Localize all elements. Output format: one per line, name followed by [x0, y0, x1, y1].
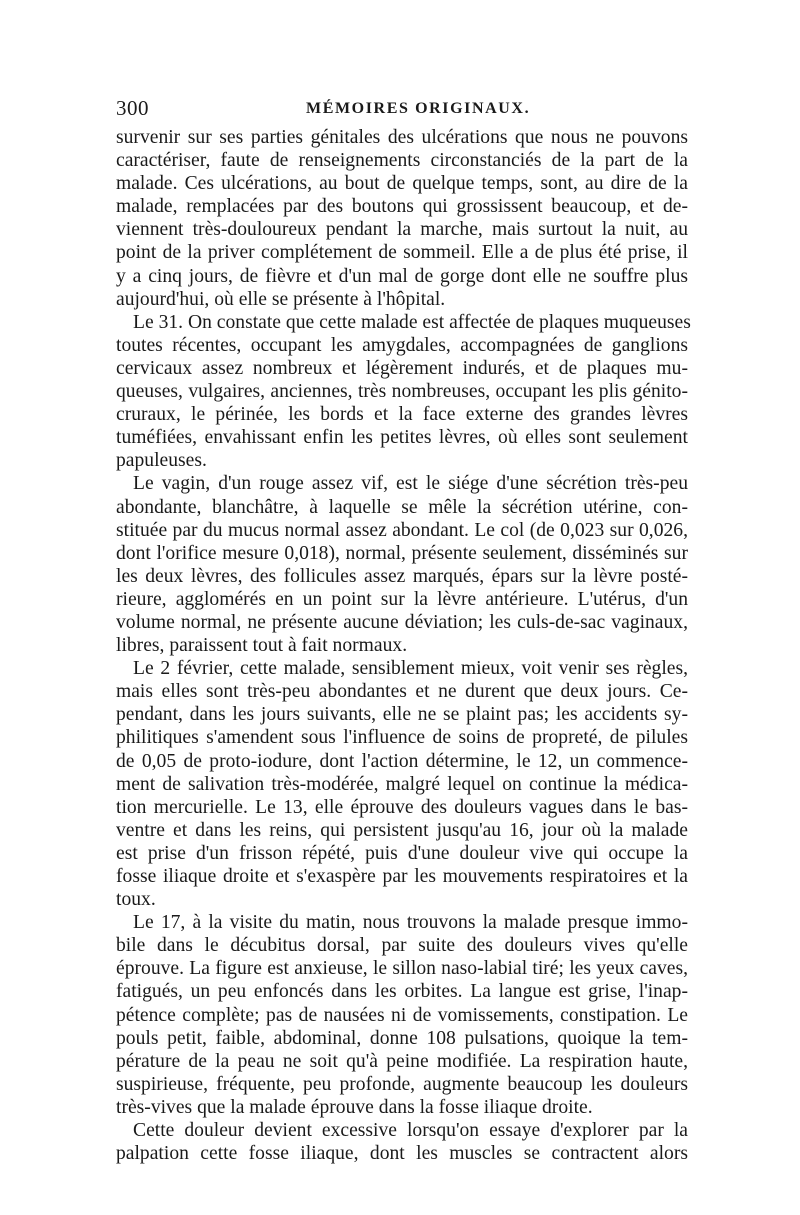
text-line: pérature de la peau ne soit qu'à peine modifiée. La respiration haute, — [116, 1050, 688, 1072]
text-line: tion mercurielle. Le 13, elle éprouve des douleurs vagues dans le bas- — [116, 796, 688, 818]
text-line: survenir sur ses parties génitales des ulcérations que nous ne pouvons — [116, 127, 688, 148]
text-line: mais elles sont très-peu abondantes et ne durent que deux jours. Ce- — [116, 681, 688, 703]
text-line: pétence complète; pas de nausées ni de vomissements, constipation. Le — [116, 1004, 688, 1026]
text-line: ment de salivation très-modérée, malgré lequel on continue la médica- — [116, 773, 688, 795]
text-line: cruraux, le périnée, les bords et la face externe des grandes lèvres — [116, 404, 688, 426]
running-head — [116, 96, 686, 126]
text-line: queuses, vulgaires, anciennes, très nombreuses, occupant les plis génito- — [116, 381, 688, 403]
text-line: Le vagin, d'un rouge assez vif, est le siége d'une sécrétion très-peu — [133, 473, 688, 495]
text-line: rieure, agglomérés en un point sur la lèvre antérieure. L'utérus, d'un — [116, 588, 688, 610]
text-line: éprouve. La figure est anxieuse, le sillon naso-labial tiré; les yeux caves, — [116, 958, 688, 980]
text-line: caractériser, faute de renseignements circonstanciés de la part de la — [116, 150, 688, 172]
text-line: aujourd'hui, où elle se présente à l'hôpital. — [116, 288, 446, 310]
text-line: fatigués, un peu enfoncés dans les orbites. La langue est grise, l'inap- — [116, 981, 688, 1003]
text-line: ventre et dans les reins, qui persistent jusqu'au 16, jour où la malade — [116, 819, 688, 841]
text-line: Le 31. On constate que cette malade est affectée de plaques muqueuses — [133, 311, 691, 333]
text-line: Le 2 février, cette malade, sensiblement mieux, voit venir ses règles, — [133, 658, 688, 680]
text-line: cervicaux assez nombreux et légèrement indurés, et de plaques mu- — [116, 357, 688, 379]
text-line: y a cinq jours, de fièvre et d'un mal de gorge dont elle ne souffre plus — [116, 265, 688, 287]
text-line: abondante, blanchâtre, à laquelle se mêle la sécrétion utérine, con- — [116, 496, 688, 518]
text-line: suspirieuse, fréquente, peu profonde, augmente beaucoup les douleurs — [116, 1073, 688, 1095]
text-line: viennent très-douloureux pendant la marche, mais surtout la nuit, au — [116, 219, 688, 241]
text-line: volume normal, ne présente aucune déviation; les culs-de-sac vaginaux, — [116, 611, 688, 633]
text-line: stituée par du mucus normal assez abondant. Le col (de 0,023 sur 0,026, — [116, 519, 688, 541]
text-line: toutes récentes, occupant les amygdales, accompagnées de ganglions — [116, 334, 688, 356]
text-line: Le 17, à la visite du matin, nous trouvons la malade presque immo- — [133, 912, 688, 934]
text-line: palpation cette fosse iliaque, dont les muscles se contractent alors — [116, 1143, 688, 1165]
text-line: est prise d'un frisson répété, puis d'une douleur vive qui occupe la — [116, 842, 688, 864]
text-line: de 0,05 de proto-iodure, dont l'action détermine, le 12, un commence- — [116, 750, 688, 772]
text-line: dont l'orifice mesure 0,018), normal, présente seulement, disséminés sur — [116, 542, 688, 564]
text-line: très-vives que la malade éprouve dans la fosse iliaque droite. — [116, 1096, 593, 1118]
text-line: bile dans le décubitus dorsal, par suite des douleurs vives qu'elle — [116, 935, 688, 957]
text-line: libres, paraissent tout à fait normaux. — [116, 635, 408, 657]
page-number: 300 — [116, 96, 149, 120]
running-title: MÉMOIRES ORIGINAUX. — [306, 100, 531, 117]
text-line: malade, remplacées par des boutons qui grossissent beaucoup, et de- — [116, 196, 688, 218]
text-line: papuleuses. — [116, 450, 207, 472]
text-line: fosse iliaque droite et s'exaspère par les mouvements respiratoires et la — [116, 866, 688, 887]
text-line: malade. Ces ulcérations, au bout de quelque temps, sont, au dire de la — [116, 173, 688, 195]
text-line: pouls petit, faible, abdominal, donne 108 pulsations, quoique la tem- — [116, 1027, 688, 1049]
body-text — [116, 126, 691, 1165]
text-line: pendant, dans les jours suivants, elle ne se plaint pas; les accidents sy- — [116, 704, 688, 726]
text-line: Cette douleur devient excessive lorsqu'on essaye d'explorer par la — [133, 1120, 688, 1142]
text-line: toux. — [116, 889, 156, 911]
text-line: les deux lèvres, des follicules assez marqués, épars sur la lèvre posté- — [116, 565, 688, 587]
text-line: tuméfiées, envahissant enfin les petites lèvres, où elles sont seulement — [116, 427, 688, 449]
text-line: point de la priver complétement de sommeil. Elle a de plus été prise, il — [116, 242, 688, 264]
text-line: philitiques s'amendent sous l'influence de soins de propreté, de pilules — [116, 727, 688, 749]
